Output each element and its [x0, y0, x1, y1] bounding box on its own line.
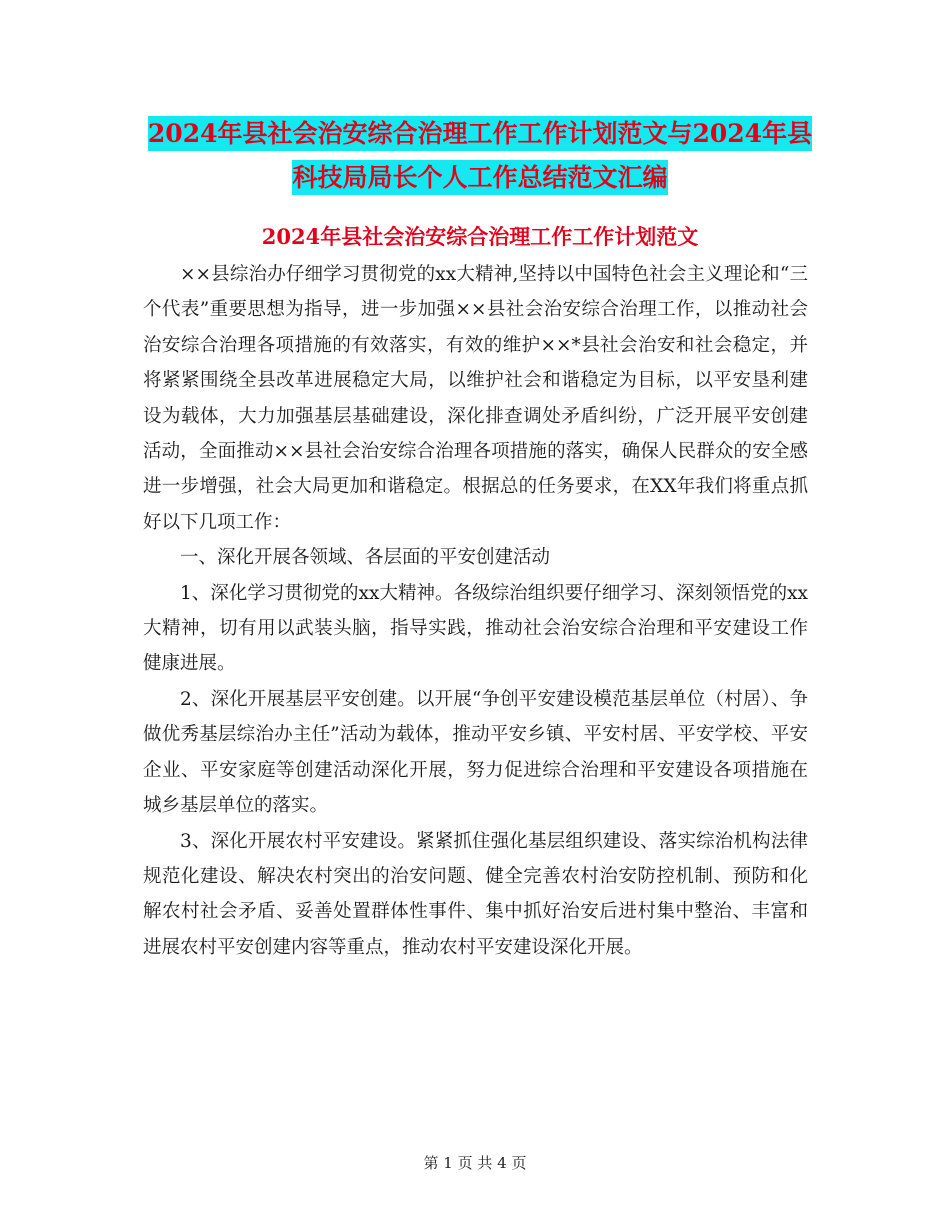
document-body	[143, 257, 808, 965]
paragraph-heading-1: 一、深化开展各领域、各层面的平安创建活动	[180, 547, 551, 569]
page-footer: 第 1 页 共 4 页	[423, 1154, 527, 1172]
section-title: 2024年县社会治安综合治理工作工作计划范文	[261, 224, 699, 249]
main-title-text: 2024年县社会治安综合治理工作工作计划范文与2024年县科技局局长个人工作总结范文汇编	[148, 116, 812, 195]
paragraph-item-3: 3、深化开展农村平安建设。紧紧抓住强化基层组织建设、落实综治机构法律规范化建设、解决农村突出的治安问题、健全完善农村治安防控机制、预防和化解农村社会矛盾、妥善处置群体性事件、集中抓好治安后进村集中整治、丰富和进展农村平安创建内容等重点，推动农村平安建设深化开展。	[143, 830, 808, 958]
document-main-title	[140, 112, 820, 200]
paragraph-intro: ××县综治办仔细学习贯彻党的xx大精神,坚持以中国特色社会主义理论和“三个代表”重要思想为指导，进一步加强××县社会治安综合治理工作，以推动社会治安综合治理各项措施的有效落实，有效的维护××*县社会治安和社会稳定，并将紧紧围绕全县改革进展稳定大局，以维护社会和谐稳定为目标，以平安垦利建设为载体，大力加强基层基础建设，深化排查调处矛盾纠纷，广泛开展平安创建活动，全面推动××县社会治安综合治理各项措施的落实，确保人民群众的安全感进一步增强，社会大局更加和谐稳定。根据总的任务要求，在XX年我们将重点抓好以下几项工作：	[143, 264, 808, 533]
paragraph-item-2: 2、深化开展基层平安创建。以开展“争创平安建设模范基层单位（村居）、争做优秀基层综治办主任”活动为载体，推动平安乡镇、平安村居、平安学校、平安企业、平安家庭等创建活动深化开展，努力促进综合治理和平安建设各项措施在城乡基层单位的落实。	[143, 688, 808, 817]
paragraph-item-1: 1、深化学习贯彻党的xx大精神。各级综治组织要仔细学习、深刻领悟党的xx大精神，切有用以武装头脑，指导实践，推动社会治安综合治理和平安建设工作健康进展。	[143, 582, 808, 675]
